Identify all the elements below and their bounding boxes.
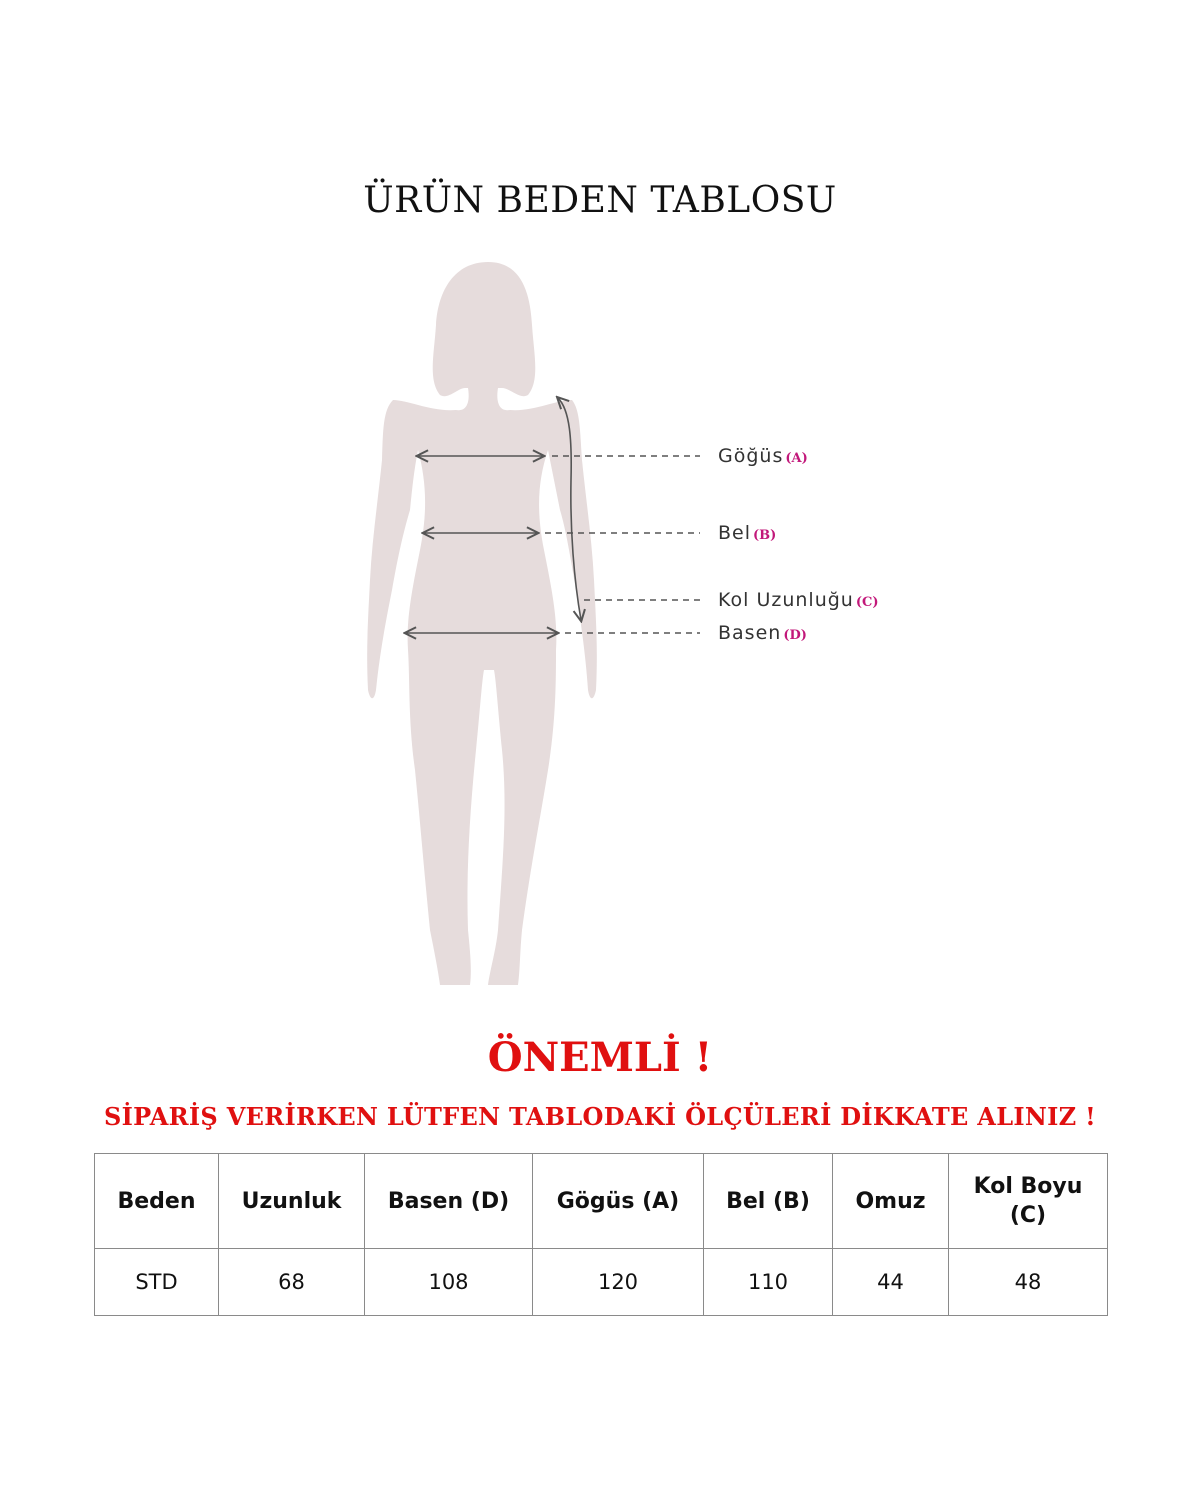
label-chest	[718, 445, 808, 467]
page-title: ÜRÜN BEDEN TABLOSU	[363, 180, 837, 221]
table-cell: 120	[533, 1249, 704, 1316]
table-cell: 110	[704, 1249, 833, 1316]
body-silhouette-diagram	[0, 250, 1200, 1000]
table-header: Beden	[95, 1154, 219, 1249]
label-arm-length-code: (C)	[855, 595, 879, 610]
important-heading: ÖNEMLİ !	[487, 1034, 713, 1081]
table-cell: STD	[95, 1249, 219, 1316]
size-diagram	[0, 250, 1200, 1000]
table-header: Bel (B)	[704, 1154, 833, 1249]
label-arm-length	[718, 589, 879, 611]
label-hip	[718, 622, 807, 644]
label-chest-code: (A)	[785, 451, 808, 466]
table-cell: 44	[833, 1249, 949, 1316]
table-cell: 48	[949, 1249, 1108, 1316]
table-header: Omuz	[833, 1154, 949, 1249]
table-header-row	[95, 1154, 1108, 1249]
woman-silhouette	[367, 262, 597, 985]
label-hip-code: (D)	[783, 628, 807, 643]
order-notice: SİPARİŞ VERİRKEN LÜTFEN TABLODAKİ ÖLÇÜLERİ DİKKATE ALINIZ !	[103, 1102, 1096, 1131]
label-waist-text: Bel	[718, 522, 752, 544]
label-arm-length-text: Kol Uzunluğu	[718, 589, 854, 611]
label-hip-text: Basen	[718, 622, 782, 644]
label-waist-code: (B)	[753, 528, 777, 543]
table-row	[95, 1249, 1108, 1316]
table-header: Kol Boyu (C)	[949, 1154, 1108, 1249]
table-cell: 68	[219, 1249, 365, 1316]
size-table	[94, 1153, 1108, 1316]
table-header: Uzunluk	[219, 1154, 365, 1249]
label-waist	[718, 522, 776, 544]
label-chest-text: Göğüs	[718, 445, 784, 467]
table-header: Gögüs (A)	[533, 1154, 704, 1249]
table-header: Basen (D)	[365, 1154, 533, 1249]
table-cell: 108	[365, 1249, 533, 1316]
